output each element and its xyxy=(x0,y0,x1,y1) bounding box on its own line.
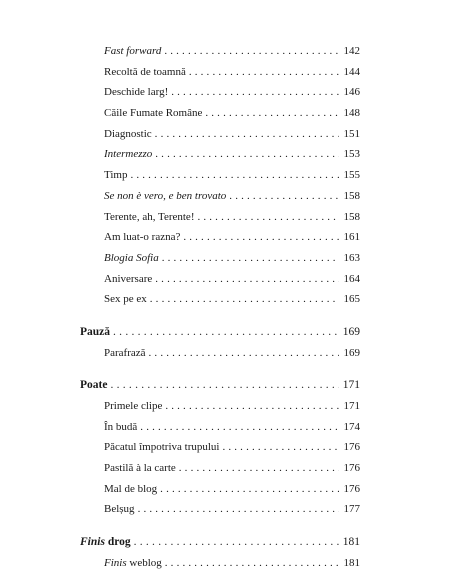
dot-leader xyxy=(113,325,339,339)
toc-page-number: 181 xyxy=(343,556,360,569)
toc-page-number: 176 xyxy=(343,441,360,454)
toc-entry-title: Parafrază xyxy=(104,346,146,359)
dot-leader xyxy=(140,420,339,434)
toc-entry-title: Belșug xyxy=(104,503,135,516)
toc-entry xyxy=(80,189,360,210)
dot-leader xyxy=(155,147,339,161)
toc-page-number: 153 xyxy=(343,148,360,161)
toc-entry-title: Aniversare xyxy=(104,272,153,285)
dot-leader xyxy=(171,85,339,99)
dot-leader xyxy=(160,482,339,496)
toc-heading-title xyxy=(80,535,131,549)
toc-page-number: 158 xyxy=(343,189,360,202)
dot-leader xyxy=(155,127,339,141)
toc-entry xyxy=(80,147,360,168)
section-gap xyxy=(80,523,360,535)
toc-entry xyxy=(80,399,360,420)
toc-entry xyxy=(80,210,360,231)
dot-leader xyxy=(150,292,339,306)
toc-entry xyxy=(80,482,360,503)
toc-page-number: 155 xyxy=(343,169,360,182)
toc-entry-title: Terente, ah, Terente! xyxy=(104,210,195,223)
toc-heading-title: Pauză xyxy=(80,325,111,338)
toc-entry xyxy=(80,106,360,127)
toc-entry xyxy=(80,168,360,189)
section-gap xyxy=(80,366,360,378)
section-gap xyxy=(80,313,360,325)
toc-entry-title: Diagnostic xyxy=(104,127,152,140)
toc-entry-title: Timp xyxy=(104,169,128,182)
toc-entry-title: Fast forward xyxy=(104,45,162,57)
toc-page-number: 176 xyxy=(343,462,360,475)
toc-page-number: 169 xyxy=(342,325,360,338)
toc-page-number: 169 xyxy=(343,346,360,359)
dot-leader xyxy=(197,210,339,224)
dot-leader xyxy=(134,535,339,549)
toc-heading-title: Poate xyxy=(80,379,108,392)
toc-page-number: 165 xyxy=(343,293,360,306)
toc-page-number: 163 xyxy=(343,251,360,264)
dot-leader xyxy=(165,399,339,413)
toc-page-number: 146 xyxy=(343,86,360,99)
toc-entry-title: Intermezzo xyxy=(104,148,153,161)
dot-leader xyxy=(189,65,339,79)
toc-heading-poate xyxy=(80,378,360,399)
toc-page-number: 171 xyxy=(342,379,360,392)
toc-entry xyxy=(80,420,360,441)
dot-leader xyxy=(130,168,339,182)
dot-leader xyxy=(205,106,339,120)
toc-page-number: 142 xyxy=(343,45,360,57)
dot-leader xyxy=(138,502,339,516)
dot-leader xyxy=(229,189,339,203)
toc-page-number: 144 xyxy=(343,65,360,78)
toc-entry xyxy=(80,556,360,577)
toc-entry xyxy=(80,502,360,523)
toc-entry-title: Deschide larg! xyxy=(104,86,169,99)
dot-leader xyxy=(164,44,339,58)
toc-page-number: 151 xyxy=(343,127,360,140)
toc-entry-title: Sex pe ex xyxy=(104,293,147,306)
toc-entry xyxy=(80,127,360,148)
dot-leader xyxy=(155,272,339,286)
toc-entry xyxy=(80,461,360,482)
toc-entry-title xyxy=(80,556,162,570)
dot-leader xyxy=(183,230,339,244)
toc-page-number: 148 xyxy=(343,107,360,120)
toc-entry xyxy=(80,85,360,106)
toc-heading-finis xyxy=(80,535,360,556)
toc-entry xyxy=(80,346,360,367)
toc-entry-title: Am luat-o razna? xyxy=(104,231,181,244)
entry-rest: weblog xyxy=(126,556,162,569)
toc-entry xyxy=(80,44,360,65)
table-of-contents xyxy=(80,44,360,577)
toc-page-number: 158 xyxy=(343,210,360,223)
toc-entry xyxy=(80,272,360,293)
toc-entry-title: Primele clipe xyxy=(104,400,163,412)
toc-entry-title: Mal de blog xyxy=(104,482,158,495)
dot-leader xyxy=(110,378,339,392)
dot-leader xyxy=(222,440,339,454)
dot-leader xyxy=(179,461,339,475)
toc-entry xyxy=(80,230,360,251)
toc-page-number: 164 xyxy=(343,272,360,285)
toc-page-number: 171 xyxy=(343,400,360,412)
toc-entry xyxy=(80,65,360,86)
heading-italic-part: Finis xyxy=(80,536,105,549)
toc-entry xyxy=(80,440,360,461)
toc-page-number: 177 xyxy=(343,503,360,516)
toc-page-number: 176 xyxy=(343,482,360,495)
toc-group-poate xyxy=(80,399,360,523)
entry-italic-part: Finis xyxy=(104,556,127,569)
dot-leader xyxy=(165,556,339,570)
toc-entry xyxy=(80,292,360,313)
toc-entry-title: Păcatul împotriva trupului xyxy=(104,441,220,454)
toc-entry-title: Pastilă à la carte xyxy=(104,462,176,475)
toc-page-number: 181 xyxy=(342,536,360,549)
dot-leader xyxy=(162,251,339,265)
toc-entry-title: Blogia Sofia xyxy=(104,251,159,264)
toc-page-number: 174 xyxy=(343,420,360,433)
toc-entry xyxy=(80,251,360,272)
heading-rest: drog xyxy=(104,536,131,549)
toc-entry-title: În budă xyxy=(104,420,138,433)
toc-group-main xyxy=(80,44,360,313)
toc-entry-title: Căile Fumate Române xyxy=(104,107,203,120)
toc-page-number: 161 xyxy=(343,231,360,244)
toc-heading-pauza xyxy=(80,325,360,346)
dot-leader xyxy=(149,346,339,360)
toc-entry-title: Recoltă de toamnă xyxy=(104,65,186,78)
toc-entry-title: Se non è vero, e ben trovato xyxy=(104,189,227,202)
